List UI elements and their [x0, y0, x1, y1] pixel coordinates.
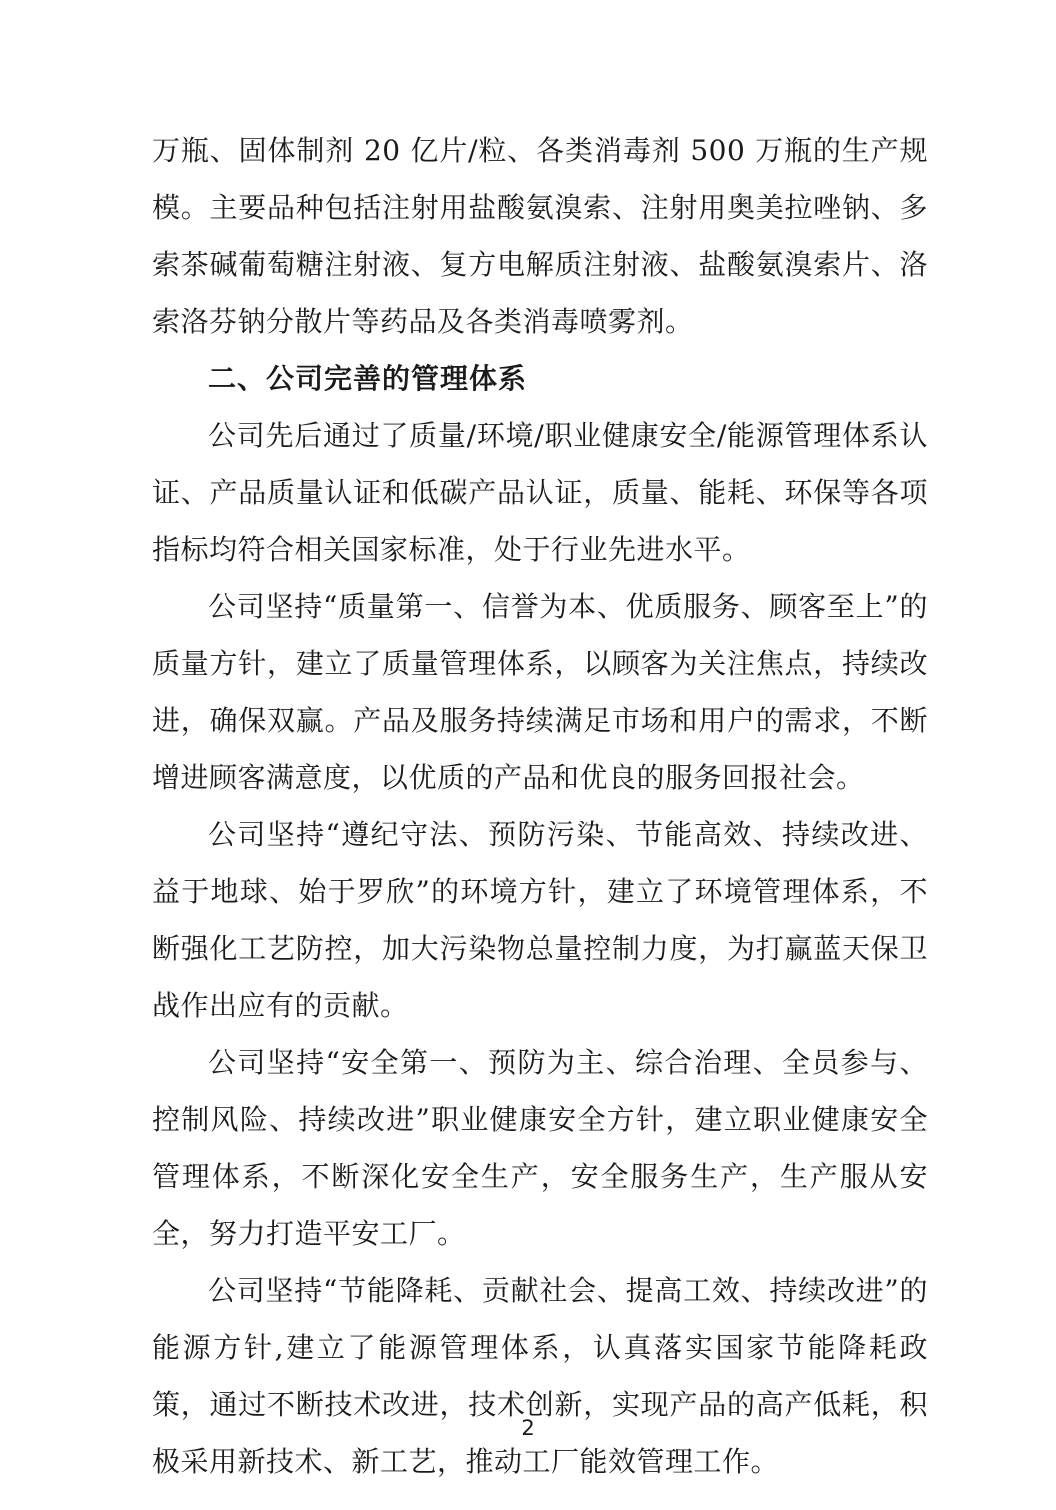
document-body	[152, 122, 928, 1490]
paragraph: 公司坚持“质量第一、信誉为本、优质服务、顾客至上”的质量方针，建立了质量管理体系，以顾客为关注焦点，持续改进，确保双赢。产品及服务持续满足市场和用户的需求，不断增进顾客满意度，以优质的产品和优良的服务回报社会。	[152, 590, 928, 794]
paragraph: 公司先后通过了质量/环境/职业健康安全/能源管理体系认证、产品质量认证和低碳产品认证，质量、能耗、环保等各项指标均符合相关国家标准，处于行业先进水平。	[152, 419, 928, 566]
section-heading: 二、公司完善的管理体系	[208, 362, 528, 395]
paragraph: 公司坚持“安全第一、预防为主、综合治理、全员参与、控制风险、持续改进”职业健康安全方针，建立职业健康安全管理体系，不断深化安全生产，安全服务生产，生产服从安全，努力打造平安工厂。	[152, 1046, 928, 1250]
paragraph: 公司坚持“节能降耗、贡献社会、提高工效、持续改进”的能源方针,建立了能源管理体系，认真落实国家节能降耗政策，通过不断技术改进，技术创新，实现产品的高产低耗，积极采用新技术、新工艺，推动工厂能效管理工作。	[152, 1274, 928, 1478]
paragraph: 万瓶、固体制剂 20 亿片/粒、各类消毒剂 500 万瓶的生产规模。主要品种包括注射用盐酸氨溴索、注射用奥美拉唑钠、多索茶碱葡萄糖注射液、复方电解质注射液、盐酸氨溴索片、洛索洛芬钠分散片等药品及各类消毒喷雾剂。	[152, 134, 928, 338]
paragraph: 公司坚持“遵纪守法、预防污染、节能高效、持续改进、益于地球、始于罗欣”的环境方针，建立了环境管理体系，不断强化工艺防控，加大污染物总量控制力度，为打赢蓝天保卫战作出应有的贡献。	[152, 818, 928, 1022]
page-number: 2	[521, 1416, 535, 1440]
